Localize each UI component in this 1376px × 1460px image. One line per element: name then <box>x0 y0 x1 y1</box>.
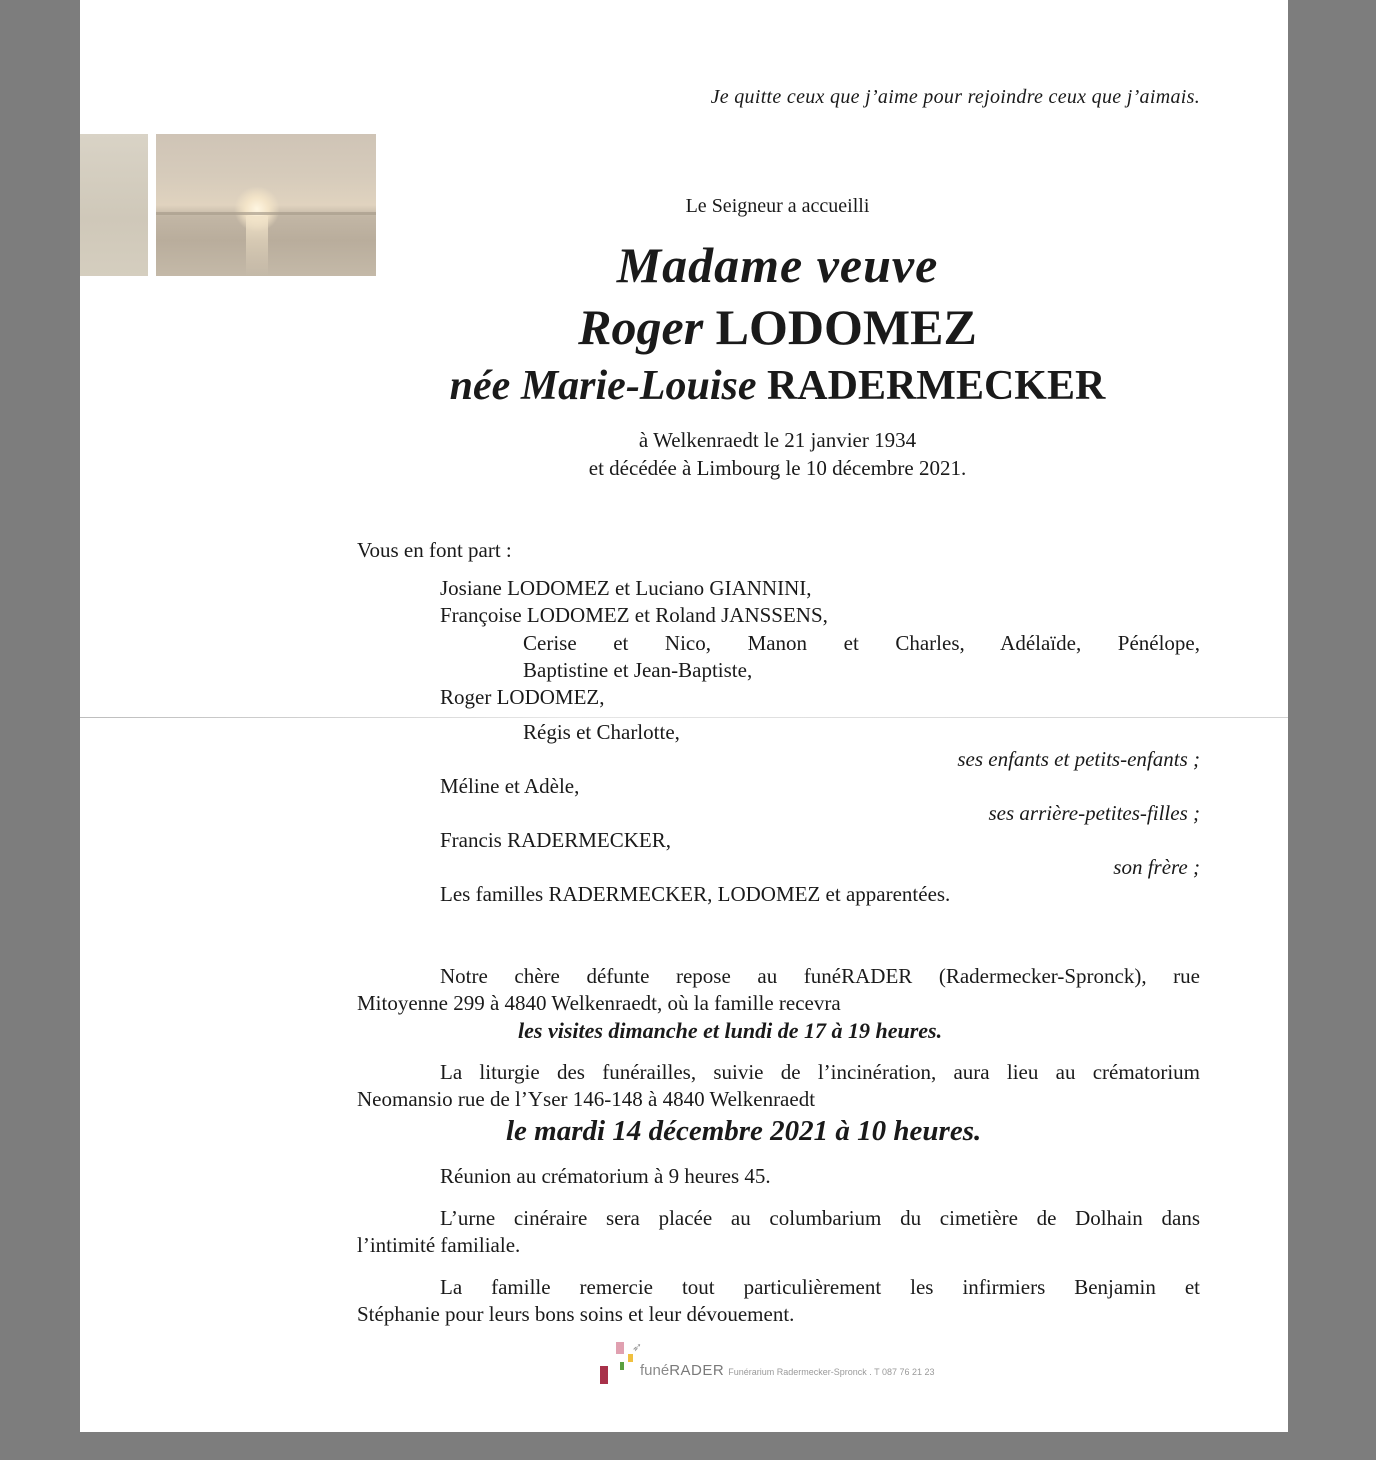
logo-text <box>640 1362 935 1379</box>
maiden-name-prefix: née Marie-Louise <box>449 363 757 409</box>
urn-text: l’intimité familiale. <box>357 1233 521 1257</box>
rest-text: Mitoyenne 299 à 4840 Welkenraedt, où la famille recevra <box>357 991 841 1015</box>
name-line-2 <box>80 298 1376 356</box>
visits-text: les visites dimanche et lundi de 17 à 19 heures. <box>518 1018 943 1043</box>
last-name: LODOMEZ <box>715 299 977 355</box>
logo-prefix: funé <box>640 1362 670 1379</box>
logo-square-green <box>620 1362 624 1370</box>
family-line: Françoise LODOMEZ et Roland JANSSENS, <box>440 603 828 627</box>
name-line-1: Madame veuve <box>616 237 939 293</box>
bird-icon: ➶ <box>632 1340 643 1354</box>
birth-text: à Welkenraedt le 21 janvier 1934 <box>638 428 917 452</box>
family-role: son frère ; <box>1113 855 1200 879</box>
logo-square-red <box>600 1366 608 1384</box>
intro-text: Le Seigneur a accueilli <box>685 195 870 217</box>
family-line: Cerise et Nico, Manon et Charles, Adélaïde, Pénélope, <box>523 631 1200 655</box>
family-line: Régis et Charlotte, <box>523 720 680 744</box>
funeral-home-logo <box>598 1338 978 1388</box>
name-line-3 <box>80 362 1376 410</box>
family-intro: Vous en font part : <box>357 538 512 562</box>
thanks-text: Stéphanie pour leurs bons soins et leur dévouement. <box>357 1302 795 1326</box>
funeral-date: le mardi 14 décembre 2021 à 10 heures. <box>506 1115 982 1147</box>
family-line: Josiane LODOMEZ et Luciano GIANNINI, <box>440 576 812 600</box>
liturgy-text: Neomansio rue de l’Yser 146-148 à 4840 Welkenraedt <box>357 1087 816 1111</box>
urn-text: L’urne cinéraire sera placée au columbarium du cimetière de Dolhain dans <box>440 1206 1200 1230</box>
fold-line <box>80 717 1288 718</box>
logo-square-yellow <box>628 1354 633 1362</box>
family-role: ses arrière-petites-filles ; <box>988 801 1200 825</box>
rest-text: Notre chère défunte repose au funéRADER (Radermecker-Spronck), rue <box>440 964 1200 988</box>
thanks-text: La famille remercie tout particulièrement les infirmiers Benjamin et <box>440 1275 1200 1299</box>
family-line: Baptistine et Jean-Baptiste, <box>523 658 753 682</box>
logo-brand: RADER <box>669 1362 725 1379</box>
family-line: Roger LODOMEZ, <box>440 685 605 709</box>
liturgy-text: La liturgie des funérailles, suivie de l’incinération, aura lieu au crématorium <box>440 1060 1200 1084</box>
first-name: Roger <box>578 299 704 355</box>
epigraph-quote: Je quitte ceux que j’aime pour rejoindre ceux que j’aimais. <box>710 86 1200 108</box>
family-line: Les familles RADERMECKER, LODOMEZ et apparentées. <box>440 882 951 906</box>
family-line: Francis RADERMECKER, <box>440 828 671 852</box>
logo-square-pink <box>616 1342 624 1354</box>
meeting-text: Réunion au crématorium à 9 heures 45. <box>440 1164 771 1188</box>
family-line: Méline et Adèle, <box>440 774 580 798</box>
family-role: ses enfants et petits-enfants ; <box>957 747 1200 771</box>
maiden-last-name: RADERMECKER <box>766 363 1106 409</box>
obituary-card <box>80 0 1288 1432</box>
logo-tagline: Funérarium Radermecker-Spronck . T 087 76 21 23 <box>728 1367 935 1377</box>
death-text: et décédée à Limbourg le 10 décembre 2021. <box>588 456 967 480</box>
